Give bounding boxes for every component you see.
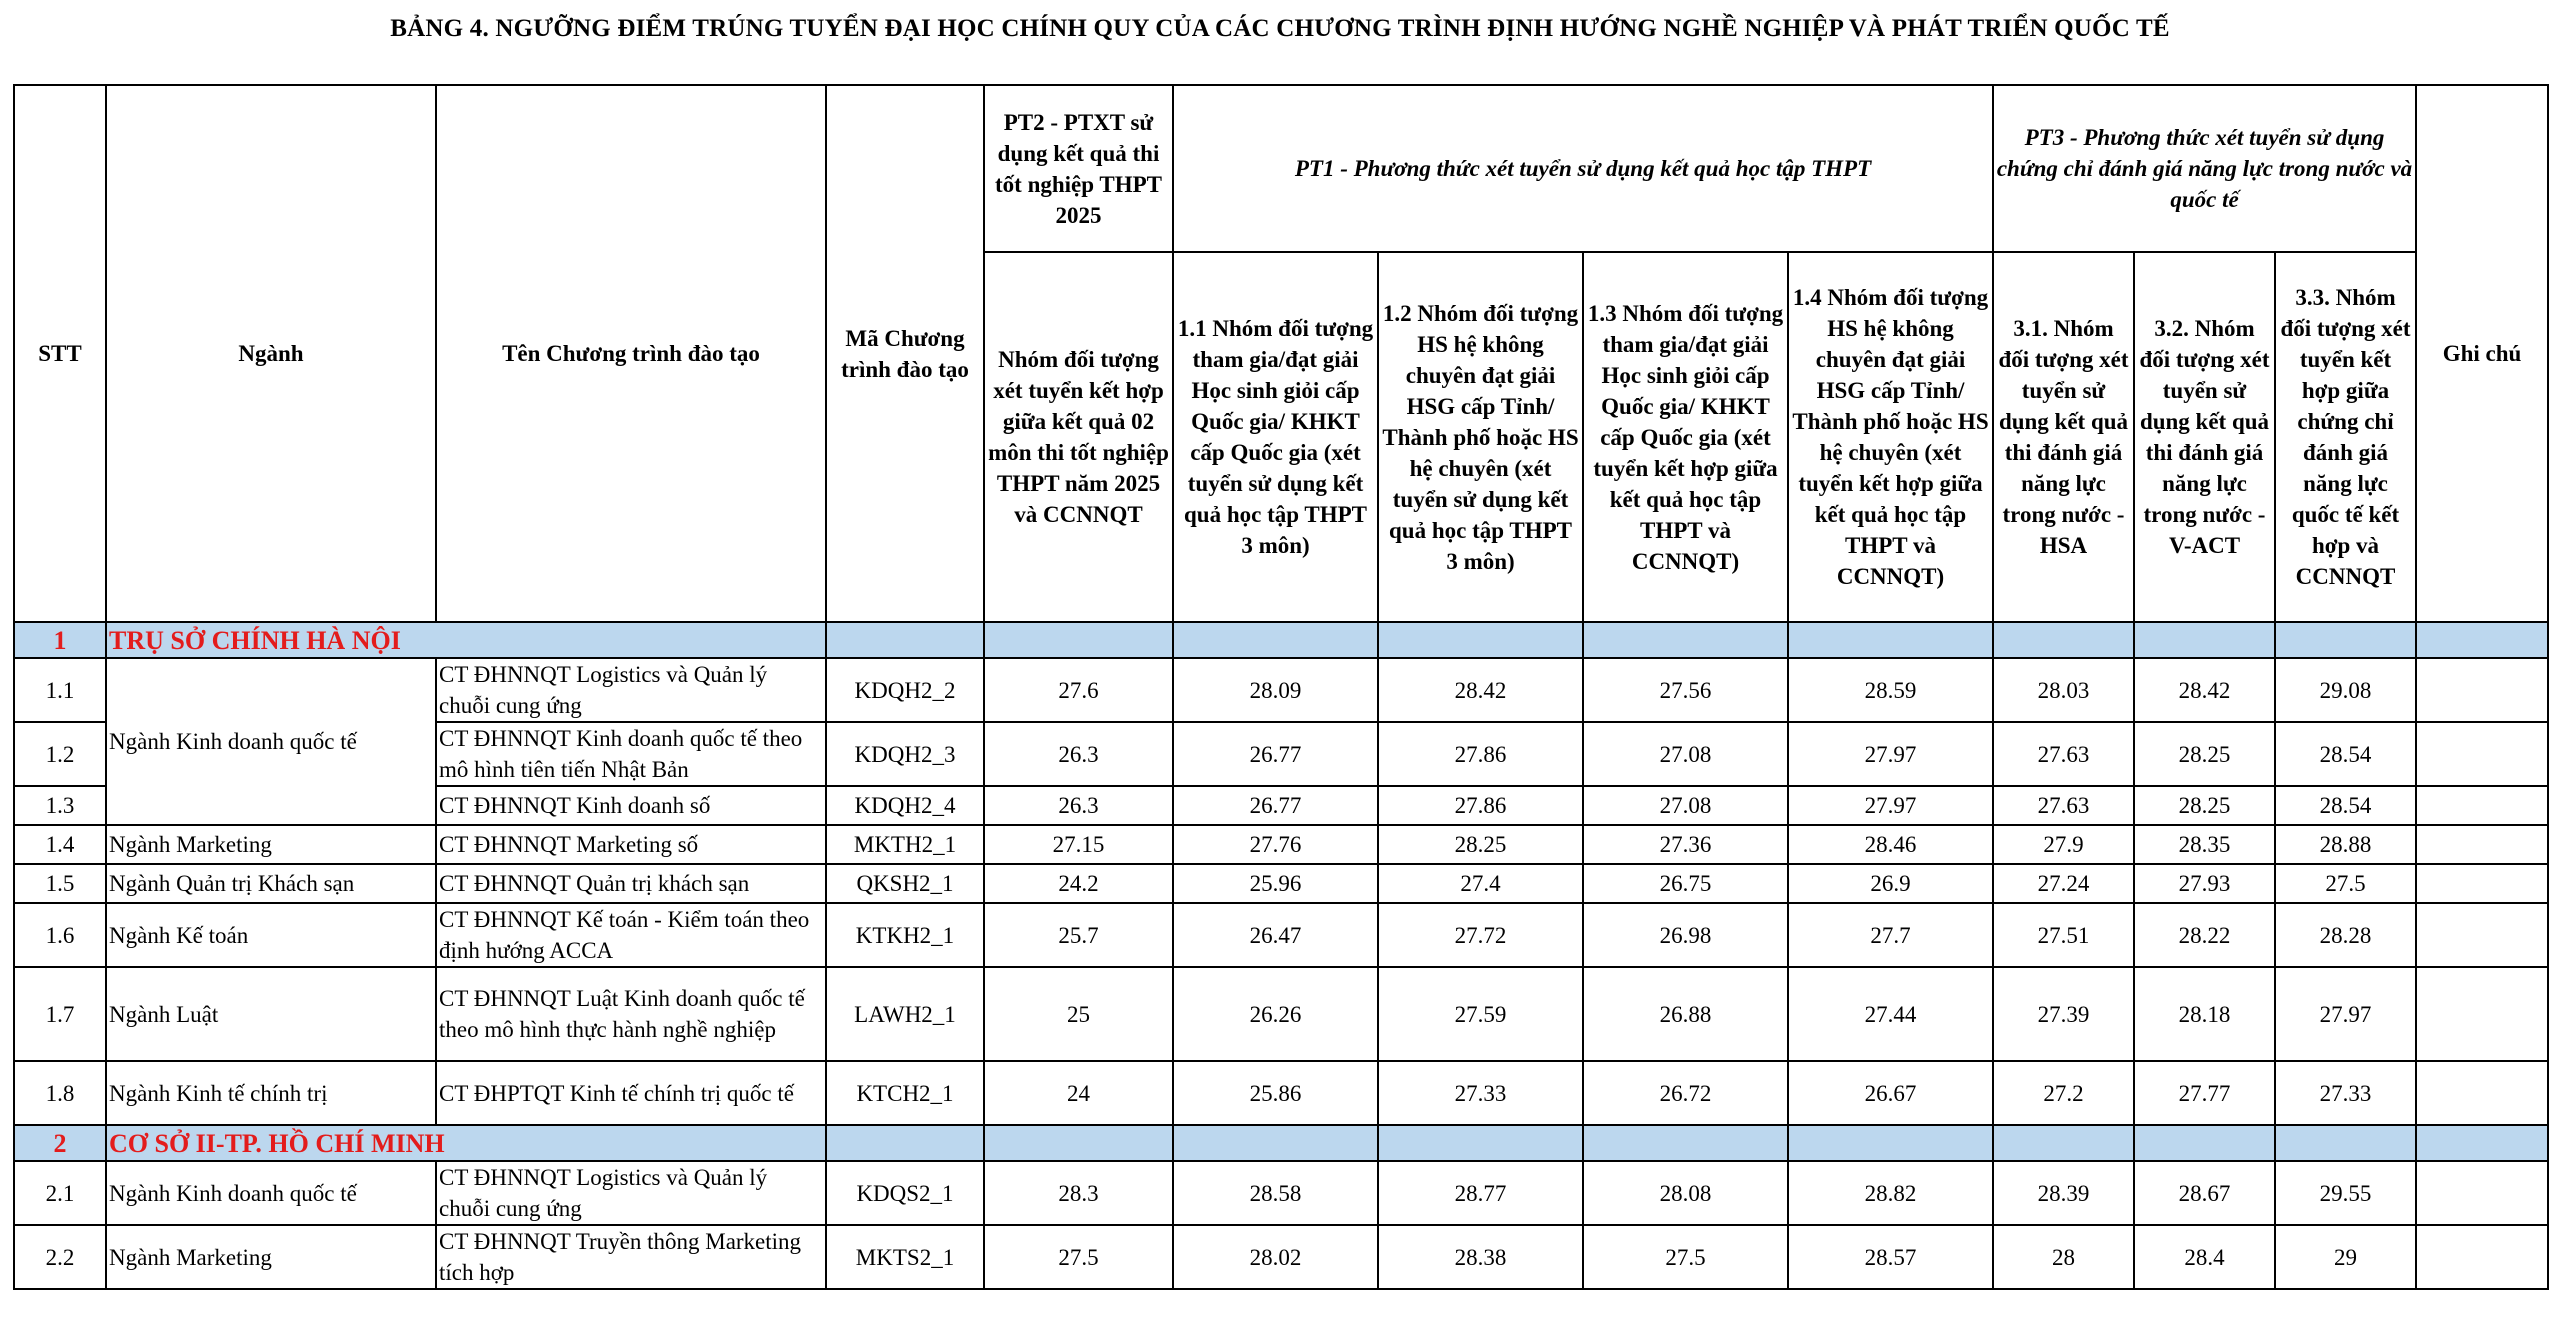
score-cell: 27.33 xyxy=(1378,1061,1583,1125)
row-stt: 1.2 xyxy=(14,722,106,786)
section-stt: 2 xyxy=(14,1125,106,1161)
score-cell: 27.15 xyxy=(984,825,1173,864)
header-sub-3-2: 3.2. Nhóm đối tượng xét tuyển sử dụng kết quả thi đánh giá năng lực trong nước - V-ACT xyxy=(2134,252,2275,622)
score-cell: 28 xyxy=(1993,1225,2134,1289)
row-ghi-chu xyxy=(2416,722,2548,786)
row-stt: 2.1 xyxy=(14,1161,106,1225)
score-cell: 28.77 xyxy=(1378,1161,1583,1225)
row-ma: QKSH2_1 xyxy=(826,864,984,903)
score-cell: 27.5 xyxy=(1583,1225,1788,1289)
section-row xyxy=(14,1125,2548,1161)
score-cell: 27.08 xyxy=(1583,786,1788,825)
row-stt: 2.2 xyxy=(14,1225,106,1289)
row-nganh: Ngành Marketing xyxy=(106,1225,436,1289)
row-ghi-chu xyxy=(2416,864,2548,903)
score-cell: 28.54 xyxy=(2275,722,2416,786)
row-stt: 1.4 xyxy=(14,825,106,864)
score-cell: 24 xyxy=(984,1061,1173,1125)
row-ghi-chu xyxy=(2416,658,2548,722)
row-ma: KTKH2_1 xyxy=(826,903,984,967)
score-cell: 28.42 xyxy=(1378,658,1583,722)
row-ten-chuong-trinh: CT ĐHNNQT Logistics và Quản lý chuỗi cung ứng xyxy=(436,658,826,722)
row-ghi-chu xyxy=(2416,786,2548,825)
score-cell: 26.98 xyxy=(1583,903,1788,967)
score-cell: 26.67 xyxy=(1788,1061,1993,1125)
score-cell: 29 xyxy=(2275,1225,2416,1289)
score-cell: 26.88 xyxy=(1583,967,1788,1061)
score-cell: 28.54 xyxy=(2275,786,2416,825)
header-nganh: Ngành xyxy=(106,85,436,622)
score-cell: 25.86 xyxy=(1173,1061,1378,1125)
header-sub-1-2: 1.2 Nhóm đối tượng HS hệ không chuyên đạt giải HSG cấp Tỉnh/ Thành phố hoặc HS hệ chuyên (xét tuyển sử dụng kết quả học tập THPT 3 môn) xyxy=(1378,252,1583,622)
score-cell: 26.3 xyxy=(984,786,1173,825)
row-ma: LAWH2_1 xyxy=(826,967,984,1061)
table-row xyxy=(14,864,2548,903)
row-ten-chuong-trinh: CT ĐHNNQT Kế toán - Kiểm toán theo định hướng ACCA xyxy=(436,903,826,967)
score-cell: 27.72 xyxy=(1378,903,1583,967)
score-cell: 28.4 xyxy=(2134,1225,2275,1289)
score-cell: 27.44 xyxy=(1788,967,1993,1061)
table-row xyxy=(14,967,2548,1061)
score-cell: 27.4 xyxy=(1378,864,1583,903)
score-cell: 27.56 xyxy=(1583,658,1788,722)
row-ghi-chu xyxy=(2416,967,2548,1061)
score-cell: 28.03 xyxy=(1993,658,2134,722)
score-cell: 25 xyxy=(984,967,1173,1061)
score-cell: 28.09 xyxy=(1173,658,1378,722)
score-cell: 28.25 xyxy=(2134,786,2275,825)
row-ten-chuong-trinh: CT ĐHNNQT Kinh doanh quốc tế theo mô hình tiên tiến Nhật Bản xyxy=(436,722,826,786)
score-cell: 29.55 xyxy=(2275,1161,2416,1225)
score-cell: 25.7 xyxy=(984,903,1173,967)
score-cell: 28.46 xyxy=(1788,825,1993,864)
row-ten-chuong-trinh: CT ĐHNNQT Truyền thông Marketing tích hợp xyxy=(436,1225,826,1289)
row-ma: MKTH2_1 xyxy=(826,825,984,864)
row-ma: KTCH2_1 xyxy=(826,1061,984,1125)
score-cell: 27.51 xyxy=(1993,903,2134,967)
score-cell: 27.86 xyxy=(1378,786,1583,825)
score-cell: 26.9 xyxy=(1788,864,1993,903)
row-stt: 1.1 xyxy=(14,658,106,722)
table-row xyxy=(14,658,2548,722)
score-cell: 27.97 xyxy=(1788,786,1993,825)
score-cell: 27.39 xyxy=(1993,967,2134,1061)
score-cell: 27.59 xyxy=(1378,967,1583,1061)
row-ma: KDQH2_4 xyxy=(826,786,984,825)
score-cell: 27.77 xyxy=(2134,1061,2275,1125)
row-ma: KDQS2_1 xyxy=(826,1161,984,1225)
table-row xyxy=(14,1161,2548,1225)
row-ma: MKTS2_1 xyxy=(826,1225,984,1289)
score-cell: 27.24 xyxy=(1993,864,2134,903)
row-stt: 1.5 xyxy=(14,864,106,903)
header-ma-chuong-trinh: Mã Chương trình đào tạo xyxy=(826,85,984,622)
score-cell: 28.18 xyxy=(2134,967,2275,1061)
row-nganh: Ngành Kinh doanh quốc tế xyxy=(106,658,436,825)
row-stt: 1.7 xyxy=(14,967,106,1061)
score-cell: 28.67 xyxy=(2134,1161,2275,1225)
row-stt: 1.8 xyxy=(14,1061,106,1125)
score-cell: 28.25 xyxy=(2134,722,2275,786)
row-ten-chuong-trinh: CT ĐHNNQT Logistics và Quản lý chuỗi cung ứng xyxy=(436,1161,826,1225)
row-ten-chuong-trinh: CT ĐHNNQT Quản trị khách sạn xyxy=(436,864,826,903)
row-ma: KDQH2_3 xyxy=(826,722,984,786)
header-sub-1-1: 1.1 Nhóm đối tượng tham gia/đạt giải Học sinh giỏi cấp Quốc gia/ KHKT cấp Quốc gia (xét tuyển sử dụng kết quả học tập THPT 3 môn) xyxy=(1173,252,1378,622)
header-pt2-group: PT2 - PTXT sử dụng kết quả thi tốt nghiệp THPT 2025 xyxy=(984,85,1173,252)
score-cell: 28.38 xyxy=(1378,1225,1583,1289)
score-cell: 26.26 xyxy=(1173,967,1378,1061)
score-cell: 25.96 xyxy=(1173,864,1378,903)
row-ghi-chu xyxy=(2416,1161,2548,1225)
score-cell: 28.57 xyxy=(1788,1225,1993,1289)
section-stt: 1 xyxy=(14,622,106,658)
row-ten-chuong-trinh: CT ĐHNNQT Marketing số xyxy=(436,825,826,864)
row-ma: KDQH2_2 xyxy=(826,658,984,722)
header-ghi-chu: Ghi chú xyxy=(2416,85,2548,622)
score-cell: 27.7 xyxy=(1788,903,1993,967)
score-cell: 28.22 xyxy=(2134,903,2275,967)
score-cell: 24.2 xyxy=(984,864,1173,903)
row-ghi-chu xyxy=(2416,1225,2548,1289)
score-cell: 28.39 xyxy=(1993,1161,2134,1225)
table-row xyxy=(14,1225,2548,1289)
score-cell: 27.63 xyxy=(1993,786,2134,825)
table-row xyxy=(14,825,2548,864)
score-cell: 27.36 xyxy=(1583,825,1788,864)
section-name: TRỤ SỞ CHÍNH HÀ NỘI xyxy=(106,622,826,658)
score-cell: 26.47 xyxy=(1173,903,1378,967)
row-ghi-chu xyxy=(2416,1061,2548,1125)
score-cell: 28.42 xyxy=(2134,658,2275,722)
row-nganh: Ngành Quản trị Khách sạn xyxy=(106,864,436,903)
header-sub-1-4: 1.4 Nhóm đối tượng HS hệ không chuyên đạt giải HSG cấp Tỉnh/ Thành phố hoặc HS hệ chuyên (xét tuyển kết hợp giữa kết quả học tập THPT và CCNNQT) xyxy=(1788,252,1993,622)
score-cell: 27.97 xyxy=(2275,967,2416,1061)
score-cell: 27.97 xyxy=(1788,722,1993,786)
table-row xyxy=(14,1061,2548,1125)
header-sub-3-3: 3.3. Nhóm đối tượng xét tuyển kết hợp giữa chứng chỉ đánh giá năng lực quốc tế kết hợp và CCNNQT xyxy=(2275,252,2416,622)
row-nganh: Ngành Kế toán xyxy=(106,903,436,967)
header-pt3-group: PT3 - Phương thức xét tuyển sử dụng chứng chỉ đánh giá năng lực trong nước và quốc tế xyxy=(1993,85,2416,252)
score-cell: 27.5 xyxy=(984,1225,1173,1289)
admission-score-table xyxy=(13,84,2549,1290)
row-stt: 1.3 xyxy=(14,786,106,825)
score-cell: 27.6 xyxy=(984,658,1173,722)
score-cell: 26.77 xyxy=(1173,722,1378,786)
header-ten-chuong-trinh: Tên Chương trình đào tạo xyxy=(436,85,826,622)
score-cell: 27.33 xyxy=(2275,1061,2416,1125)
header-sub-pt2: Nhóm đối tượng xét tuyển kết hợp giữa kết quả 02 môn thi tốt nghiệp THPT năm 2025 và CCNNQT xyxy=(984,252,1173,622)
score-cell: 29.08 xyxy=(2275,658,2416,722)
score-cell: 26.75 xyxy=(1583,864,1788,903)
score-cell: 27.2 xyxy=(1993,1061,2134,1125)
score-cell: 28.25 xyxy=(1378,825,1583,864)
score-cell: 27.08 xyxy=(1583,722,1788,786)
table-title: BẢNG 4. NGƯỠNG ĐIỂM TRÚNG TUYỂN ĐẠI HỌC CHÍNH QUY CỦA CÁC CHƯƠNG TRÌNH ĐỊNH HƯỚNG NGHỀ NGHIỆP VÀ PHÁT TRIỂN QUỐC TẾ xyxy=(390,15,2170,42)
score-cell: 27.93 xyxy=(2134,864,2275,903)
row-nganh: Ngành Kinh tế chính trị xyxy=(106,1061,436,1125)
table-row xyxy=(14,903,2548,967)
score-cell: 27.5 xyxy=(2275,864,2416,903)
score-cell: 28.88 xyxy=(2275,825,2416,864)
row-ghi-chu xyxy=(2416,825,2548,864)
row-nganh: Ngành Marketing xyxy=(106,825,436,864)
header-sub-3-1: 3.1. Nhóm đối tượng xét tuyển sử dụng kết quả thi đánh giá năng lực trong nước - HSA xyxy=(1993,252,2134,622)
score-cell: 26.77 xyxy=(1173,786,1378,825)
score-cell: 28.02 xyxy=(1173,1225,1378,1289)
row-stt: 1.6 xyxy=(14,903,106,967)
row-nganh: Ngành Kinh doanh quốc tế xyxy=(106,1161,436,1225)
score-cell: 28.35 xyxy=(2134,825,2275,864)
row-ten-chuong-trinh: CT ĐHNNQT Luật Kinh doanh quốc tế theo mô hình thực hành nghề nghiệp xyxy=(436,967,826,1061)
score-cell: 28.08 xyxy=(1583,1161,1788,1225)
row-nganh: Ngành Luật xyxy=(106,967,436,1061)
row-ghi-chu xyxy=(2416,903,2548,967)
score-cell: 28.28 xyxy=(2275,903,2416,967)
score-cell: 26.3 xyxy=(984,722,1173,786)
score-cell: 27.63 xyxy=(1993,722,2134,786)
score-cell: 28.82 xyxy=(1788,1161,1993,1225)
row-ten-chuong-trinh: CT ĐHPTQT Kinh tế chính trị quốc tế xyxy=(436,1061,826,1125)
score-cell: 26.72 xyxy=(1583,1061,1788,1125)
score-cell: 27.76 xyxy=(1173,825,1378,864)
row-ten-chuong-trinh: CT ĐHNNQT Kinh doanh số xyxy=(436,786,826,825)
section-row xyxy=(14,622,2548,658)
score-cell: 28.3 xyxy=(984,1161,1173,1225)
header-sub-1-3: 1.3 Nhóm đối tượng tham gia/đạt giải Học sinh giỏi cấp Quốc gia/ KHKT cấp Quốc gia (xét tuyển kết hợp giữa kết quả học tập THPT và CCNNQT) xyxy=(1583,252,1788,622)
score-cell: 27.9 xyxy=(1993,825,2134,864)
score-cell: 27.86 xyxy=(1378,722,1583,786)
header-stt: STT xyxy=(14,85,106,622)
section-name: CƠ SỞ II-TP. HỒ CHÍ MINH xyxy=(106,1125,826,1161)
score-cell: 28.58 xyxy=(1173,1161,1378,1225)
score-cell: 28.59 xyxy=(1788,658,1993,722)
header-pt1-group: PT1 - Phương thức xét tuyển sử dụng kết quả học tập THPT xyxy=(1173,85,1993,252)
